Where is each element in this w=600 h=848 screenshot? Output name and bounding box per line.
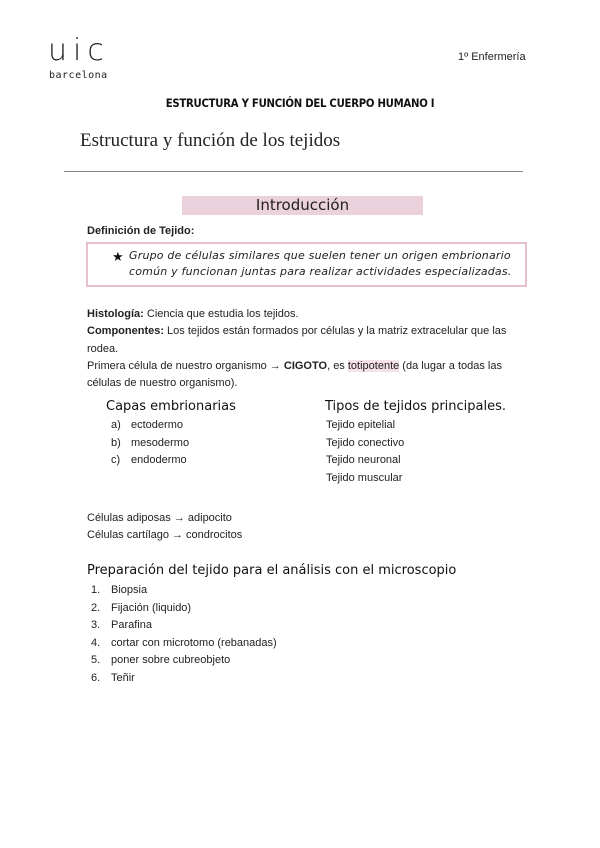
list-item: b) mesodermo: [111, 436, 190, 449]
horizontal-rule: [64, 171, 523, 172]
list-item: c) endodermo: [111, 454, 187, 466]
list-item: 6. Teñir: [91, 671, 135, 684]
totipotente-term: totipotente: [347, 360, 400, 372]
histologia-label: Histología:: [87, 308, 144, 320]
tipos-heading: Tipos de tejidos principales.: [325, 399, 507, 414]
uic-logo-subtitle: barcelona: [49, 70, 108, 81]
list-item: Tejido epitelial: [326, 419, 396, 431]
intro-heading: Introducción: [255, 196, 350, 214]
primera-text: Primera célula de nuestro organismo →: [87, 360, 284, 372]
primera-celula-continuation: células de nuestro organismo).: [87, 377, 238, 389]
celulas-line-2: Células cartílago → condrocitos: [87, 529, 243, 541]
histologia-paragraph: [87, 306, 299, 323]
cigoto-term: CIGOTO: [283, 360, 328, 372]
preparacion-heading: Preparación del tejido para el análisis con el microscopio: [87, 563, 457, 578]
uic-logo: uic: [48, 33, 110, 68]
capas-heading: Capas embrionarias: [106, 399, 236, 414]
primera-text-3: (da lugar a todas las: [399, 360, 502, 372]
list-item: 3. Parafina: [91, 619, 152, 631]
tipos-list: [326, 417, 404, 487]
topic-title: Estructura y función de los tejidos: [80, 130, 341, 151]
componentes-continuation: rodea.: [87, 343, 119, 355]
definition-line-2: común y funcionan juntas para realizar actividades especializadas.: [129, 265, 512, 278]
componentes-paragraph: [87, 323, 506, 340]
list-item: 4. cortar con microtomo (rebanadas): [91, 636, 277, 649]
capas-list: [111, 417, 189, 470]
primera-celula-paragraph: [87, 358, 502, 375]
list-item: a) ectodermo: [111, 419, 183, 431]
componentes-text: Los tejidos están formados por células y la matriz extracelular que las: [164, 325, 507, 337]
star-icon: ★: [112, 249, 124, 264]
list-item: Tejido conectivo: [326, 436, 405, 449]
definition-line-1: Grupo de células similares que suelen tener un origen embrionario: [129, 249, 511, 262]
definition-label: Definición de Tejido:: [87, 225, 195, 237]
course-label: 1º Enfermería: [458, 51, 526, 63]
celulas-line-1: Células adiposas → adipocito: [87, 512, 232, 524]
document-title: ESTRUCTURA Y FUNCIÓN DEL CUERPO HUMANO I: [165, 96, 435, 110]
list-item: 1. Biopsia: [91, 584, 148, 596]
list-item: 2. Fijación (liquido): [91, 601, 192, 614]
componentes-label: Componentes:: [87, 325, 164, 337]
list-item: Tejido muscular: [326, 471, 403, 484]
preparacion-list: [91, 582, 277, 687]
primera-text-2: , es: [327, 360, 348, 372]
list-item: 5. poner sobre cubreobjeto: [91, 654, 231, 666]
histologia-text: Ciencia que estudia los tejidos.: [143, 308, 299, 320]
list-item: Tejido neuronal: [326, 454, 401, 466]
